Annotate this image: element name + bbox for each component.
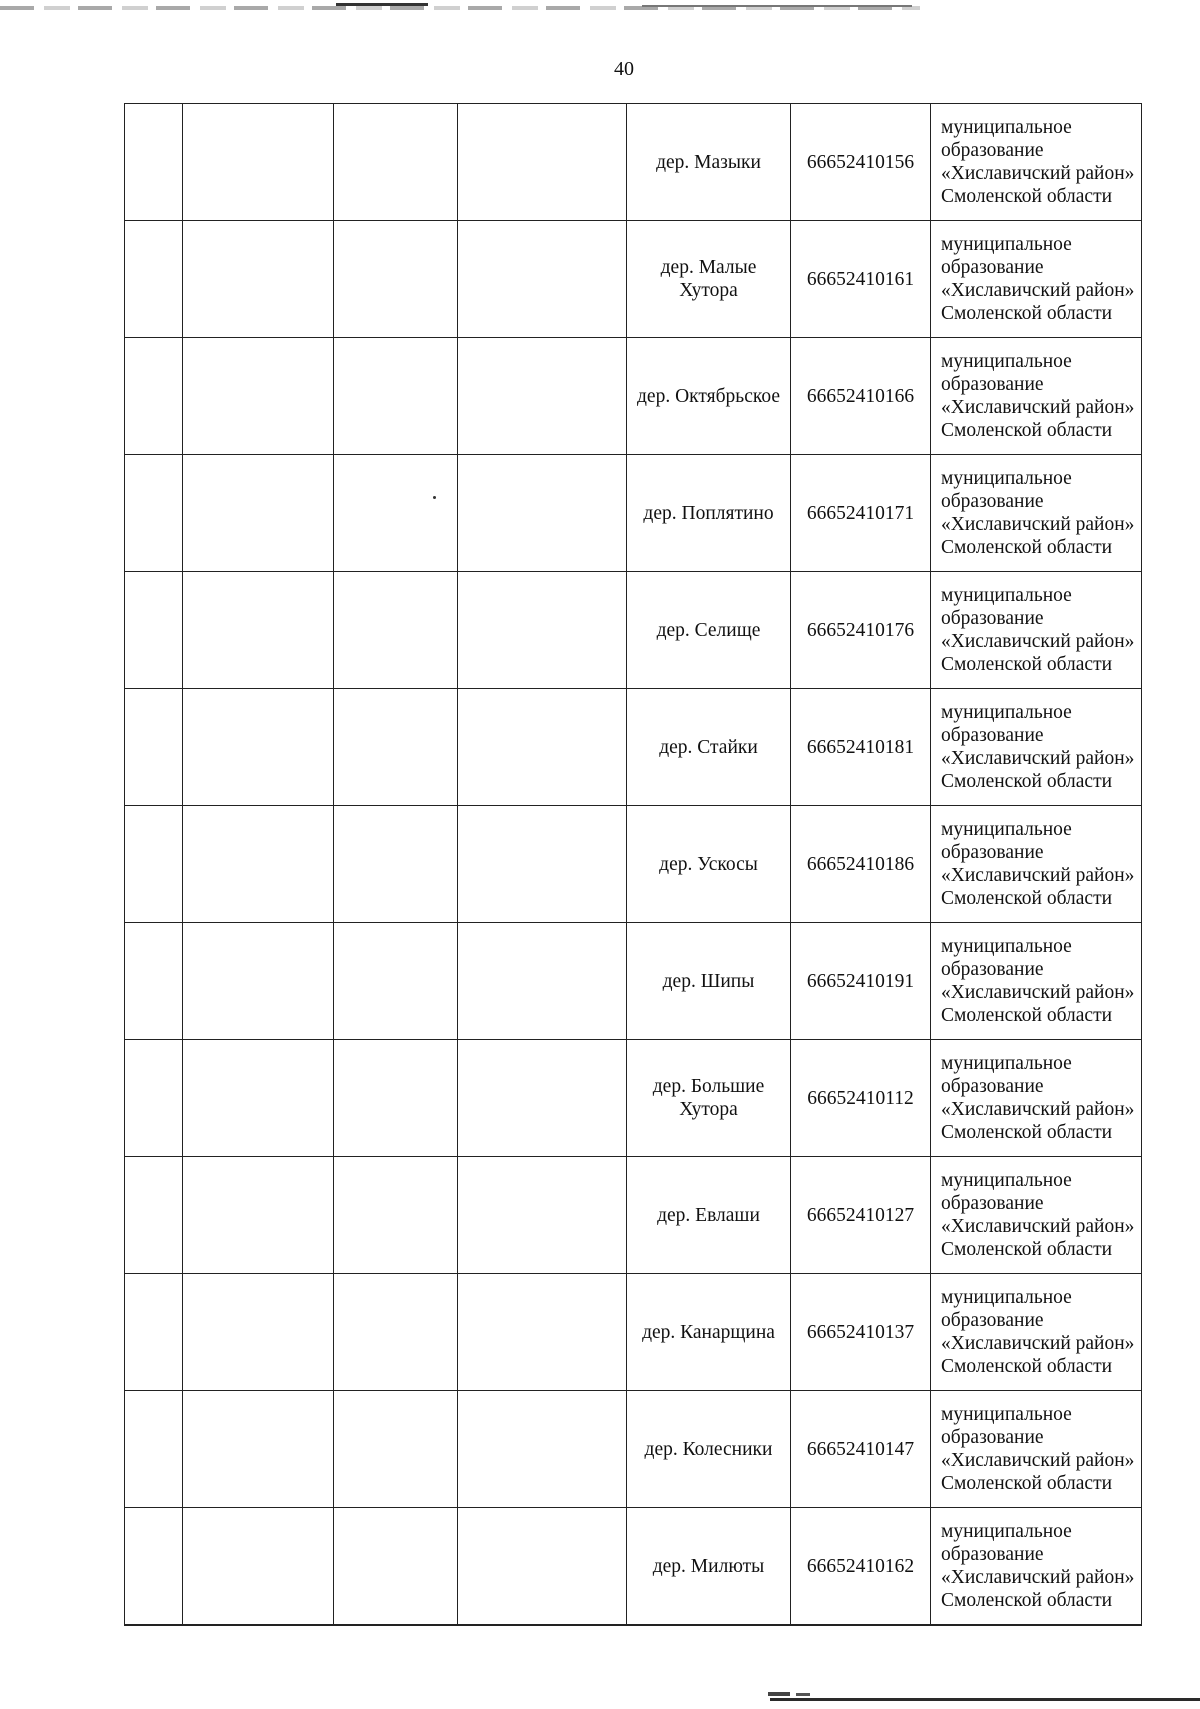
empty-cell <box>458 455 627 572</box>
table-row <box>125 1391 1142 1508</box>
municipality-cell: муниципальное образование «Хиславичский район» Смоленской области <box>931 1508 1142 1626</box>
municipality-cell: муниципальное образование «Хиславичский район» Смоленской области <box>931 1040 1142 1157</box>
oktmo-code-cell: 66652410191 <box>791 923 931 1040</box>
table-row <box>125 1157 1142 1274</box>
oktmo-code-cell: 66652410166 <box>791 338 931 455</box>
empty-cell <box>183 455 334 572</box>
table-row <box>125 338 1142 455</box>
municipality-cell: муниципальное образование «Хиславичский район» Смоленской области <box>931 1274 1142 1391</box>
table-row <box>125 455 1142 572</box>
settlement-name-cell: дер. Октябрьское <box>627 338 791 455</box>
empty-cell <box>125 1157 183 1274</box>
oktmo-code-cell: 66652410156 <box>791 104 931 221</box>
empty-cell <box>334 806 458 923</box>
empty-cell <box>125 338 183 455</box>
empty-cell <box>458 1274 627 1391</box>
settlement-name-cell: дер. Евлаши <box>627 1157 791 1274</box>
empty-cell <box>183 1040 334 1157</box>
oktmo-code-cell: 66652410171 <box>791 455 931 572</box>
municipality-cell: муниципальное образование «Хиславичский район» Смоленской области <box>931 689 1142 806</box>
municipality-cell: муниципальное образование «Хиславичский район» Смоленской области <box>931 221 1142 338</box>
municipality-cell: муниципальное образование «Хиславичский район» Смоленской области <box>931 455 1142 572</box>
empty-cell <box>125 1508 183 1626</box>
municipality-cell: муниципальное образование «Хиславичский район» Смоленской области <box>931 572 1142 689</box>
settlement-name-cell: дер. Большие Хутора <box>627 1040 791 1157</box>
empty-cell <box>458 221 627 338</box>
empty-cell <box>458 572 627 689</box>
table-row <box>125 689 1142 806</box>
empty-cell <box>125 221 183 338</box>
empty-cell <box>125 455 183 572</box>
empty-cell <box>458 338 627 455</box>
empty-cell <box>458 689 627 806</box>
municipality-cell: муниципальное образование «Хиславичский район» Смоленской области <box>931 338 1142 455</box>
municipality-cell: муниципальное образование «Хиславичский район» Смоленской области <box>931 1157 1142 1274</box>
settlement-name-cell: дер. Малые Хутора <box>627 221 791 338</box>
empty-cell <box>183 1157 334 1274</box>
scan-artifact-top-dark <box>336 3 428 6</box>
oktmo-code-cell: 66652410161 <box>791 221 931 338</box>
oktmo-code-cell: 66652410162 <box>791 1508 931 1626</box>
empty-cell <box>125 104 183 221</box>
municipality-cell: муниципальное образование «Хиславичский район» Смоленской области <box>931 806 1142 923</box>
scan-artifact-bottom-line <box>770 1698 1200 1701</box>
table-row <box>125 104 1142 221</box>
scan-artifact-bottom-dash <box>768 1692 790 1696</box>
oktmo-code-cell: 66652410112 <box>791 1040 931 1157</box>
empty-cell <box>458 1157 627 1274</box>
oktmo-code-cell: 66652410176 <box>791 572 931 689</box>
table-row <box>125 1508 1142 1626</box>
settlement-name-cell: дер. Милюты <box>627 1508 791 1626</box>
empty-cell <box>334 923 458 1040</box>
oktmo-code-cell: 66652410127 <box>791 1157 931 1274</box>
empty-cell <box>183 572 334 689</box>
empty-cell <box>125 923 183 1040</box>
empty-cell <box>183 806 334 923</box>
empty-cell <box>125 572 183 689</box>
empty-cell <box>183 221 334 338</box>
empty-cell <box>334 221 458 338</box>
settlement-name-cell: дер. Колесники <box>627 1391 791 1508</box>
empty-cell <box>183 689 334 806</box>
oktmo-code-cell: 66652410181 <box>791 689 931 806</box>
empty-cell <box>334 1391 458 1508</box>
municipality-cell: муниципальное образование «Хиславичский район» Смоленской области <box>931 104 1142 221</box>
settlement-name-cell: дер. Стайки <box>627 689 791 806</box>
settlement-name-cell: дер. Канарщина <box>627 1274 791 1391</box>
municipality-cell: муниципальное образование «Хиславичский район» Смоленской области <box>931 923 1142 1040</box>
table-row <box>125 806 1142 923</box>
settlement-name-cell: дер. Поплятино <box>627 455 791 572</box>
oktmo-code-cell: 66652410147 <box>791 1391 931 1508</box>
empty-cell <box>334 104 458 221</box>
settlement-name-cell: дер. Селище <box>627 572 791 689</box>
empty-cell <box>125 1391 183 1508</box>
empty-cell <box>125 806 183 923</box>
empty-cell <box>183 1274 334 1391</box>
empty-cell <box>334 455 458 572</box>
settlement-name-cell: дер. Ускосы <box>627 806 791 923</box>
table-row <box>125 1040 1142 1157</box>
empty-cell <box>458 1508 627 1626</box>
empty-cell <box>334 338 458 455</box>
empty-cell <box>125 689 183 806</box>
empty-cell <box>458 1391 627 1508</box>
scan-speck <box>433 496 436 499</box>
empty-cell <box>334 1274 458 1391</box>
empty-cell <box>334 1157 458 1274</box>
empty-cell <box>183 338 334 455</box>
settlement-name-cell: дер. Шипы <box>627 923 791 1040</box>
scan-artifact-top-line <box>642 5 912 7</box>
table-row <box>125 221 1142 338</box>
table-row <box>125 1274 1142 1391</box>
empty-cell <box>125 1274 183 1391</box>
empty-cell <box>334 1508 458 1626</box>
empty-cell <box>334 572 458 689</box>
scan-artifact-bottom-dash-2 <box>796 1693 810 1696</box>
settlement-table <box>124 103 1142 1626</box>
empty-cell <box>183 1391 334 1508</box>
table-row <box>125 572 1142 689</box>
empty-cell <box>183 104 334 221</box>
table-row <box>125 923 1142 1040</box>
oktmo-code-cell: 66652410137 <box>791 1274 931 1391</box>
empty-cell <box>458 1040 627 1157</box>
empty-cell <box>458 104 627 221</box>
empty-cell <box>334 1040 458 1157</box>
oktmo-code-cell: 66652410186 <box>791 806 931 923</box>
empty-cell <box>334 689 458 806</box>
empty-cell <box>183 923 334 1040</box>
municipality-cell: муниципальное образование «Хиславичский район» Смоленской области <box>931 1391 1142 1508</box>
empty-cell <box>125 1040 183 1157</box>
empty-cell <box>458 923 627 1040</box>
empty-cell <box>458 806 627 923</box>
empty-cell <box>183 1508 334 1626</box>
page-number: 40 <box>614 58 634 80</box>
settlement-name-cell: дер. Мазыки <box>627 104 791 221</box>
